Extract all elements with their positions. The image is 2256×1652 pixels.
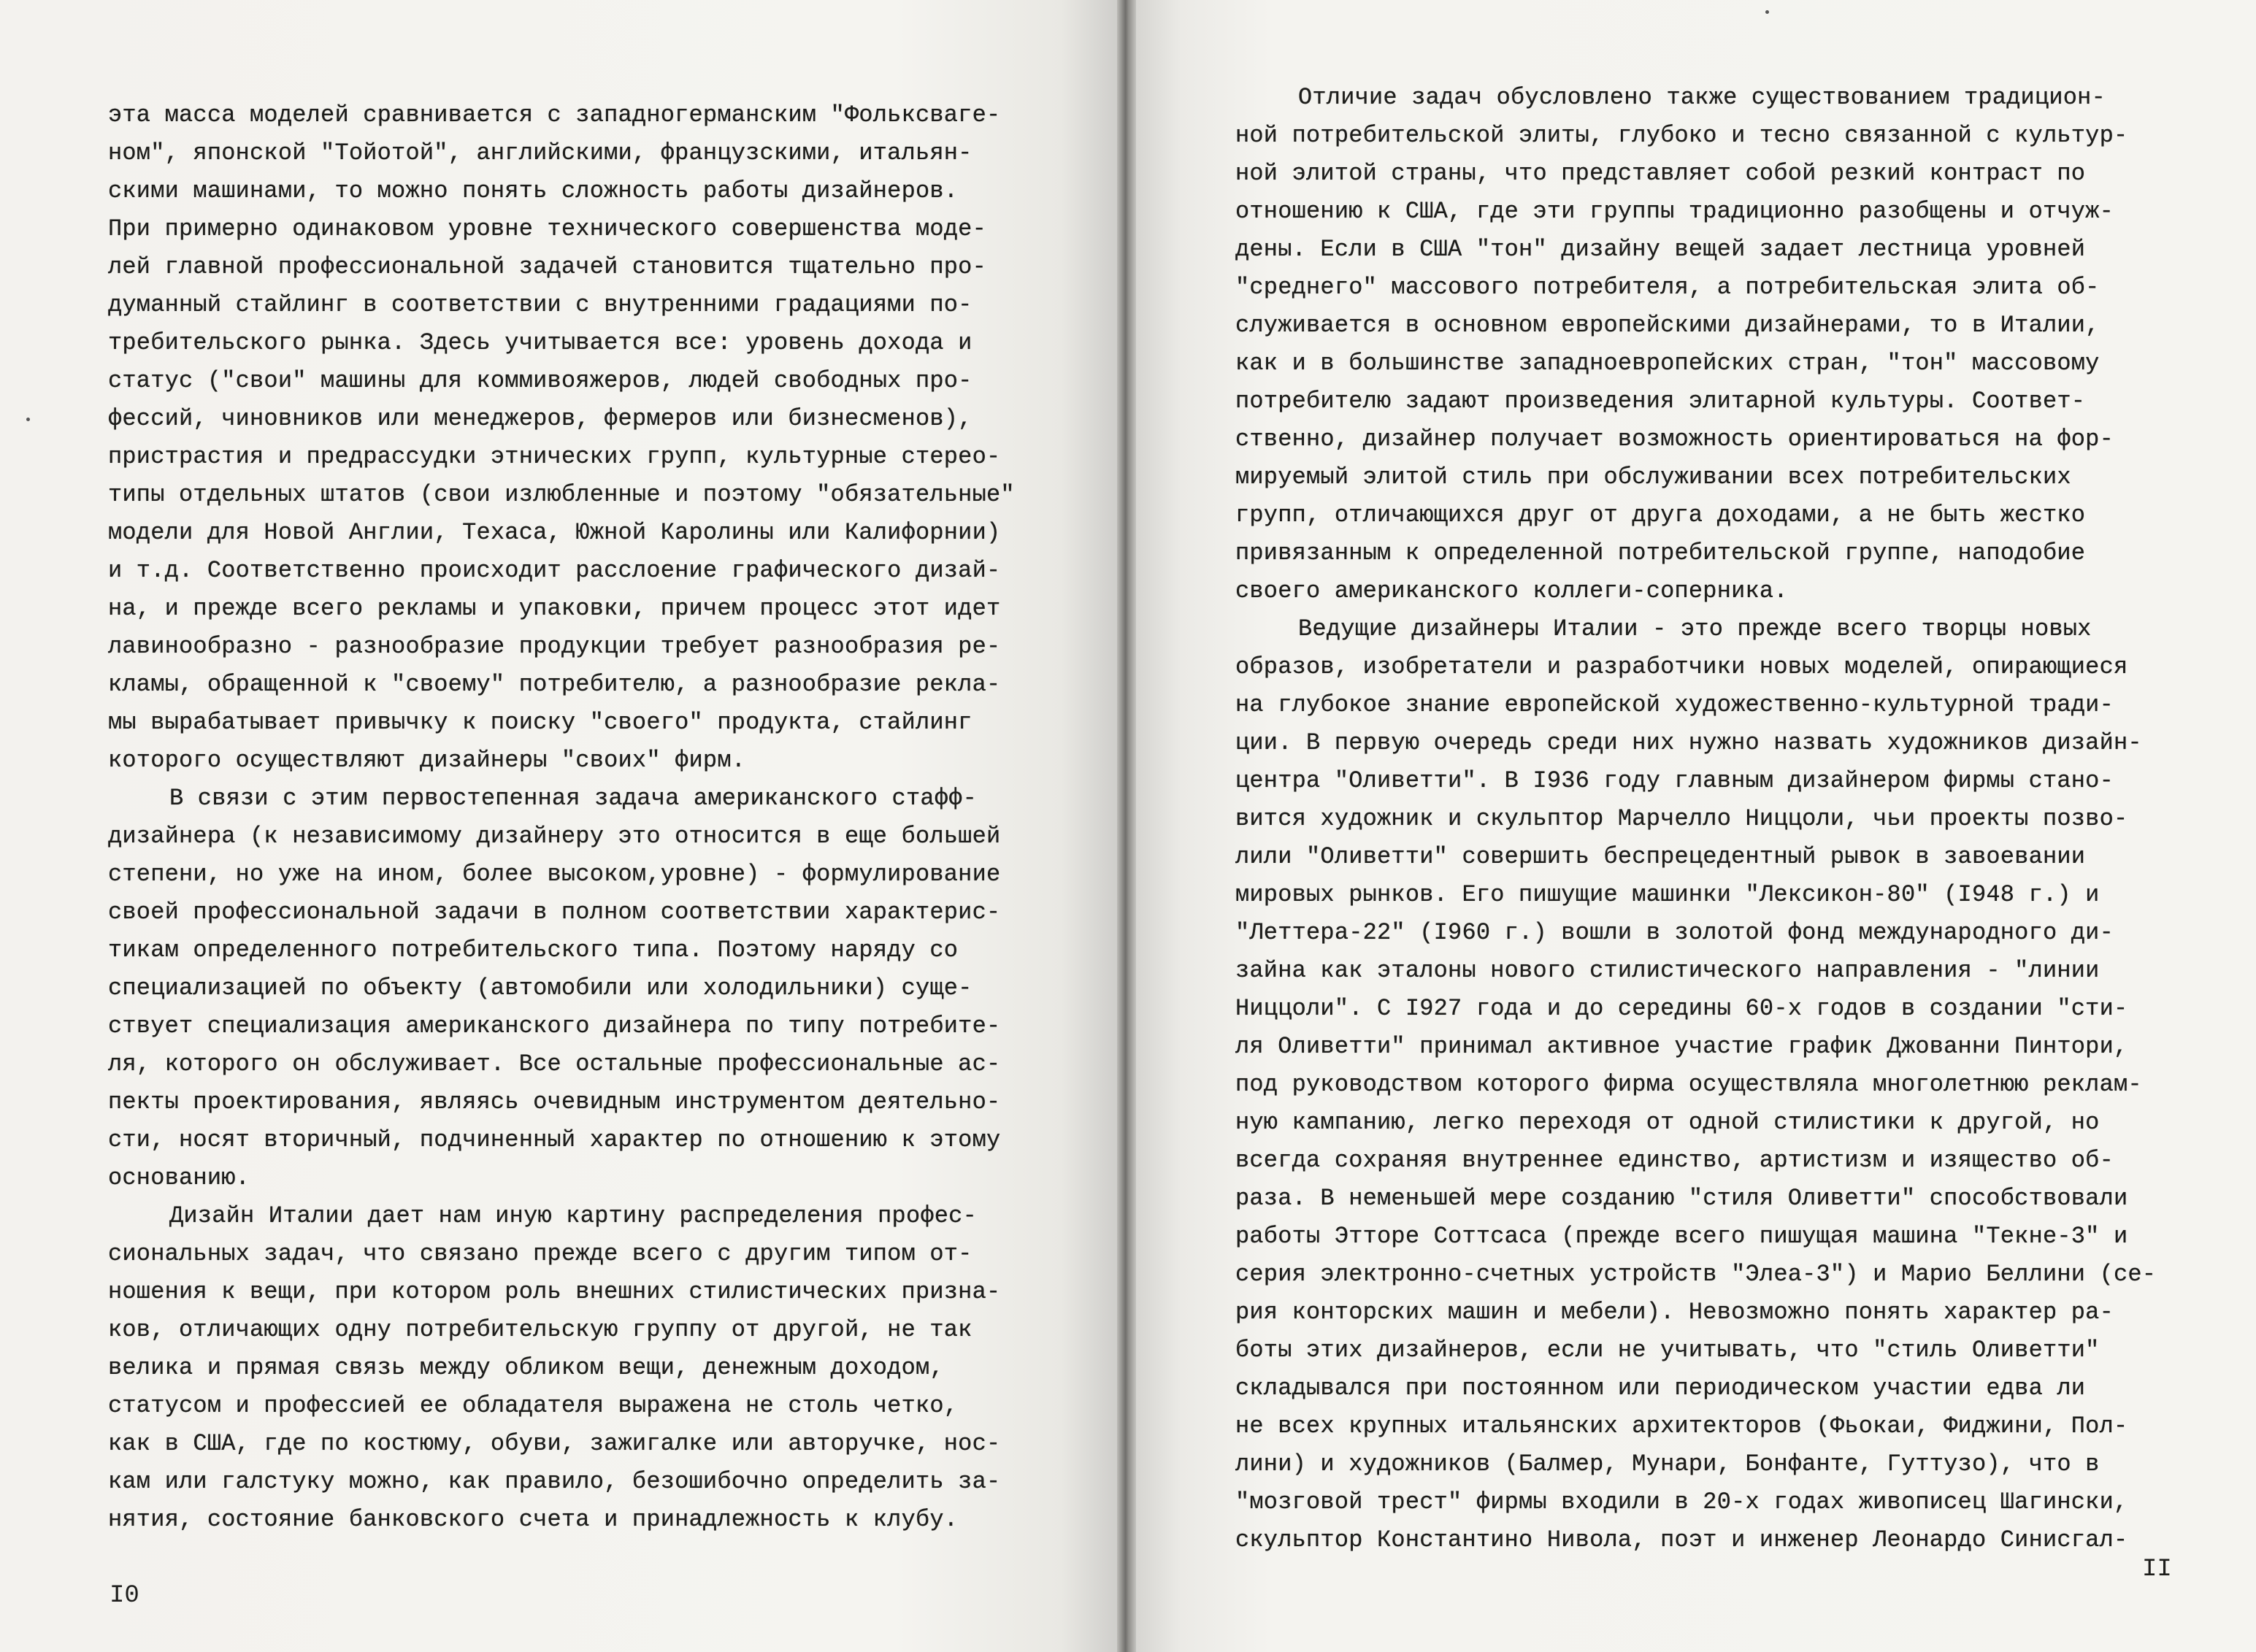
right-line-26: ля Оливетти" принимал активное участие график Джованни Пинтори,	[1235, 1033, 2128, 1060]
right-line-29: всегда сохраняя внутреннее единство, артистизм и изящество об-	[1235, 1147, 2114, 1174]
right-line-36: не всех крупных итальянских архитекторов (Фьокаи, Фиджини, Пол-	[1235, 1413, 2128, 1440]
right-line-2: ной потребительской элиты, глубоко и тесно связанной с культур-	[1235, 122, 2128, 149]
left-line-2: ном", японской "Тойотой", английскими, французскими, итальян-	[108, 139, 972, 166]
left-line-21: степени, но уже на ином, более высоком,уровне) - формулирование	[108, 861, 1001, 888]
left-line-9: фессий, чиновников или менеджеров, фермеров или бизнесменов),	[108, 405, 972, 432]
right-line-4: отношению к США, где эти группы традиционно разобщены и отчуж-	[1235, 198, 2114, 225]
left-line-10: пристрастия и предрассудки этнических групп, культурные стерео-	[108, 443, 1001, 470]
left-line-18: которого осуществляют дизайнеры "своих" фирм.	[108, 747, 746, 774]
paper-speck	[1765, 10, 1769, 14]
left-line-27: пекты проектирования, являясь очевидным инструментом деятельно-	[108, 1088, 1001, 1115]
right-line-11: мируемый элитой стиль при обслуживании всех потребительских	[1235, 464, 2071, 491]
left-line-22: своей профессиональной задачи в полном соответствии характерис-	[108, 899, 1001, 926]
right-line-27: под руководством которого фирма осуществляла многолетнюю реклам-	[1235, 1071, 2142, 1098]
left-line-14: на, и прежде всего рекламы и упаковки, причем процесс этот идет	[108, 595, 1001, 622]
right-line-19: центра "Оливетти". В I936 году главным дизайнером фирмы стано-	[1235, 767, 2114, 794]
right-line-13: привязанным к определенной потребительской группе, наподобие	[1235, 539, 2086, 566]
left-line-30: Дизайн Италии дает нам иную картину распределения профес-	[169, 1202, 977, 1229]
right-line-39: скульптор Константино Нивола, поэт и инженер Леонардо Синисгал-	[1235, 1526, 2128, 1553]
left-line-1: эта масса моделей сравнивается с западногерманским "Фольксваге-	[108, 101, 1001, 128]
left-line-20: дизайнера (к независимому дизайнеру это относится в еще большей	[108, 823, 1001, 850]
left-line-4: При примерно одинаковом уровне технического совершенства моде-	[108, 215, 986, 242]
left-line-24: специализацией по объекту (автомобили или холодильники) суще-	[108, 975, 972, 1002]
right-line-22: мировых рынков. Его пишущие машинки "Лексикон-80" (I948 г.) и	[1235, 881, 2100, 908]
left-line-26: ля, которого он обслуживает. Все остальные профессиональные ас-	[108, 1050, 1001, 1077]
left-line-11: типы отдельных штатов (свои излюбленные и поэтому "обязательные"	[108, 481, 1015, 508]
left-line-29: основанию.	[108, 1164, 250, 1191]
left-line-16: кламы, обращенной к "своему" потребителю, а разнообразие рекла-	[108, 671, 1001, 698]
left-page-number: I0	[110, 1582, 139, 1610]
right-line-25: Ниццоли". С I927 года и до середины 60-х годов в создании "сти-	[1235, 995, 2128, 1022]
right-line-30: раза. В неменьшей мере созданию "стиля Оливетти" способствовали	[1235, 1185, 2128, 1212]
left-line-31: сиональных задач, что связано прежде всего с другим типом от-	[108, 1240, 972, 1267]
right-line-17: на глубокое знание европейской художественно-культурной тради-	[1235, 691, 2114, 718]
left-page	[0, 0, 1117, 1652]
left-line-3: скими машинами, то можно понять сложность работы дизайнеров.	[108, 177, 959, 204]
left-line-5: лей главной профессиональной задачей становится тщательно про-	[108, 253, 986, 280]
left-line-38: нятия, состояние банковского счета и принадлежность к клубу.	[108, 1506, 959, 1533]
left-line-19: В связи с этим первостепенная задача американского стафф-	[169, 785, 977, 812]
right-line-14: своего американского коллеги-соперника.	[1235, 577, 1788, 604]
right-line-10: ственно, дизайнер получает возможность ориентироваться на фор-	[1235, 426, 2114, 453]
left-line-28: сти, носят вторичный, подчиненный характер по отношению к этому	[108, 1126, 1001, 1153]
left-line-8: статус ("свои" машины для коммивояжеров, людей свободных про-	[108, 367, 972, 394]
right-line-7: служивается в основном европейскими дизайнерами, то в Италии,	[1235, 312, 2100, 339]
left-line-6: думанный стайлинг в соответствии с внутренними градациями по-	[108, 291, 972, 318]
right-line-1: Отличие задач обусловлено также существованием традицион-	[1298, 84, 2106, 111]
left-line-25: ствует специализация американского дизайнера по типу потребите-	[108, 1013, 1001, 1040]
right-line-16: образов, изобретатели и разработчики новых моделей, опирающиеся	[1235, 653, 2128, 680]
left-line-34: велика и прямая связь между обликом вещи, денежным доходом,	[108, 1354, 944, 1381]
right-line-21: лили "Оливетти" совершить беспрецедентный рывок в завоевании	[1235, 843, 2086, 870]
left-line-32: ношения к вещи, при котором роль внешних стилистических призна-	[108, 1278, 1001, 1305]
left-line-15: лавинообразно - разнообразие продукции требует разнообразия ре-	[108, 633, 1001, 660]
right-line-24: зайна как эталоны нового стилистического направления - "линии	[1235, 957, 2100, 984]
right-page	[1136, 0, 2256, 1652]
right-line-33: рия конторских машин и мебели). Невозможно понять характер ра-	[1235, 1299, 2114, 1326]
right-line-5: дены. Если в США "тон" дизайну вещей задает лестница уровней	[1235, 236, 2086, 263]
right-line-6: "среднего" массового потребителя, а потребительская элита об-	[1235, 274, 2100, 301]
right-line-9: потребителю задают произведения элитарной культуры. Соответ-	[1235, 388, 2086, 415]
right-line-31: работы Этторе Соттсаса (прежде всего пишущая машина "Текне-3" и	[1235, 1223, 2128, 1250]
left-line-7: требительского рынка. Здесь учитывается все: уровень дохода и	[108, 329, 972, 356]
right-line-8: как и в большинстве западноевропейских стран, "тон" массовому	[1235, 350, 2100, 377]
right-line-35: складывался при постоянном или периодическом участии едва ли	[1235, 1375, 2086, 1402]
right-line-18: ции. В первую очередь среди них нужно назвать художников дизайн-	[1235, 729, 2142, 756]
right-page-number: II	[2142, 1556, 2172, 1583]
right-line-3: ной элитой страны, что представляет собой резкий контраст по	[1235, 160, 2086, 187]
left-line-36: как в США, где по костюму, обуви, зажигалке или авторучке, нос-	[108, 1430, 1001, 1457]
right-line-38: "мозговой трест" фирмы входили в 20-х годах живописец Шагински,	[1235, 1488, 2128, 1515]
left-line-13: и т.д. Соответственно происходит расслоение графического дизай-	[108, 557, 1001, 584]
right-line-12: групп, отличающихся друг от друга доходами, а не быть жестко	[1235, 502, 2086, 529]
right-line-23: "Леттера-22" (I960 г.) вошли в золотой фонд международного ди-	[1235, 919, 2114, 946]
right-line-37: лини) и художников (Балмер, Мунари, Бонфанте, Гуттузо), что в	[1235, 1451, 2100, 1478]
left-line-33: ков, отличающих одну потребительскую группу от другой, не так	[108, 1316, 972, 1343]
right-line-32: серия электронно-счетных устройств "Элеа-3") и Марио Беллини (се-	[1235, 1261, 2157, 1288]
left-line-12: модели для Новой Англии, Техаса, Южной Каролины или Калифорнии)	[108, 519, 1001, 546]
left-line-23: тикам определенного потребительского типа. Поэтому наряду со	[108, 937, 959, 964]
paper-speck	[26, 418, 30, 421]
right-line-20: вится художник и скульптор Марчелло Ниццоли, чьи проекты позво-	[1235, 805, 2128, 832]
left-line-17: мы вырабатывает привычку к поиску "своего" продукта, стайлинг	[108, 709, 972, 736]
right-line-28: ную кампанию, легко переходя от одной стилистики к другой, но	[1235, 1109, 2100, 1136]
left-line-37: кам или галстуку можно, как правило, безошибочно определить за-	[108, 1468, 1001, 1495]
left-line-35: статусом и профессией ее обладателя выражена не столь четко,	[108, 1392, 959, 1419]
right-line-34: боты этих дизайнеров, если не учитывать, что "стиль Оливетти"	[1235, 1337, 2100, 1364]
book-gutter	[1117, 0, 1136, 1652]
right-line-15: Ведущие дизайнеры Италии - это прежде всего творцы новых	[1298, 615, 2092, 642]
